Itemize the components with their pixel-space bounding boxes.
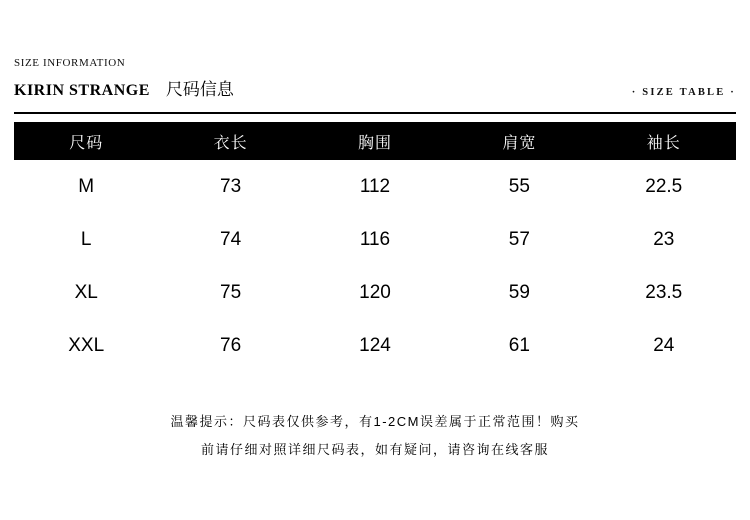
table-row [14, 160, 736, 213]
cell-shoulder: 61 [508, 334, 530, 356]
table-row [14, 319, 736, 372]
size-table-tag: · SIZE TABLE · [631, 87, 736, 98]
cell-bust: 116 [359, 228, 391, 250]
cell-bust: 112 [359, 175, 391, 197]
table-row [14, 213, 736, 266]
cell-sleeve: 23 [653, 228, 675, 250]
cell-size: XL [74, 281, 98, 303]
disclaimer-line-2: 前请仔细对照详细尺码表，如有疑问，请咨询在线客服 [200, 442, 549, 457]
cell-sleeve: 23.5 [645, 281, 683, 303]
column-header-length: 衣长 [213, 134, 248, 152]
column-header-sleeve: 袖长 [646, 134, 681, 152]
cell-size: XXL [68, 334, 105, 356]
disclaimer-note [14, 408, 736, 464]
column-header-size: 尺码 [69, 134, 104, 152]
cell-shoulder: 57 [508, 228, 530, 250]
header-divider [14, 112, 736, 114]
cell-length: 73 [220, 175, 242, 197]
cell-length: 74 [220, 228, 242, 250]
cell-sleeve: 24 [653, 334, 675, 356]
cell-bust: 120 [359, 281, 391, 303]
cell-shoulder: 59 [508, 281, 530, 303]
column-header-bust: 胸围 [357, 134, 392, 152]
cell-sleeve: 22.5 [645, 175, 683, 197]
size-table [14, 122, 736, 372]
brand-row [14, 81, 736, 99]
cell-shoulder: 55 [508, 175, 530, 197]
brand-name-cn: 尺码信息 [165, 80, 234, 99]
column-header-shoulder: 肩宽 [502, 134, 537, 152]
cell-length: 75 [220, 281, 242, 303]
cell-size: L [80, 228, 92, 250]
cell-bust: 124 [359, 334, 391, 356]
cell-length: 76 [220, 334, 242, 356]
brand-name-en: KIRIN STRANGE [14, 82, 150, 99]
eyebrow-label: SIZE INFORMATION [14, 57, 126, 69]
table-header-row [14, 122, 736, 160]
cell-size: M [78, 175, 95, 197]
table-row [14, 266, 736, 319]
header [14, 58, 736, 99]
disclaimer-line-1: 温馨提示：尺码表仅供参考，有1-2CM误差属于正常范围！购买 [170, 414, 580, 429]
